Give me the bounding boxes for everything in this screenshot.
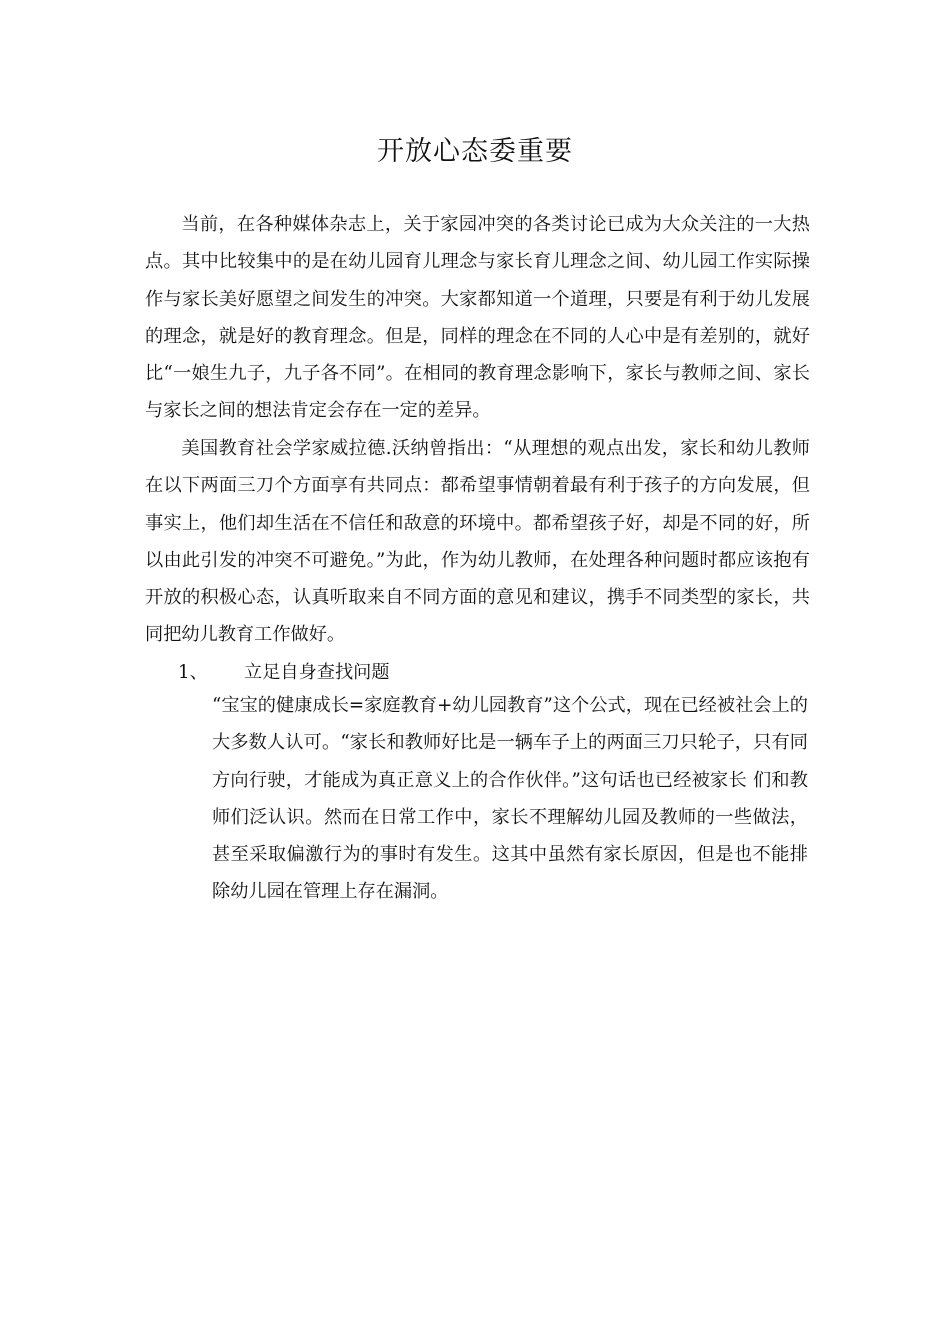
paragraph-quote: 美国教育社会学家威拉德.沃纳曾指出：“从理想的观点出发，家长和幼儿教师在以下两面三刀个方面享有共同点：都希望事情朝着最有利于孩子的方向发展，但事实上，他们却生活在不信任和敌意的环境中。都希望孩子好，却是不同的好，所以由此引发的冲突不可避免。”为此，作为幼儿教师，在处理各种问题时都应该抱有开放的积极心态，认真听取来自不同方面的意见和建议，携手不同类型的家长，共同把幼儿教育工作做好。 bbox=[145, 438, 810, 646]
section-body: “宝宝的健康成长=家庭教育+幼儿园教育”这个公式，现在已经被社会上的大多数人认可。“家长和教师好比是一辆车子上的两面三刀只轮子，只有同方向行驶，才能成为真正意义上的合作伙伴。”这句话也已经被家长 们和教师们泛认识。然而在日常工作中，家长不理解幼儿园及教师的一些做法，甚至采取偏激行为的事时有发生。这其中虽然有家长原因，但是也不能排除幼儿园在管理上存在漏洞。 bbox=[212, 695, 808, 903]
section-number: 1、 bbox=[178, 662, 208, 683]
section-heading-text: 立足自身查找问题 bbox=[244, 662, 390, 683]
paragraph-intro: 当前，在各种媒体杂志上，关于家园冲突的各类讨论已成为大众关注的一大热点。其中比较集中的是在幼儿园育儿理念与家长育儿理念之间、幼儿园工作实际操作与家长美好愿望之间发生的冲突。大家都知道一个道理，只要是有利于幼儿发展的理念，就是好的教育理念。但是，同样的理念在不同的人心中是有差别的，就好比“一娘生九子，九子各不同”。在相同的教育理念影响下，家长与教师之间、家长与家长之间的想法肯定会存在一定的差异。 bbox=[145, 214, 810, 422]
section-heading bbox=[178, 654, 390, 691]
document-title: 开放心态委重要 bbox=[377, 136, 573, 167]
